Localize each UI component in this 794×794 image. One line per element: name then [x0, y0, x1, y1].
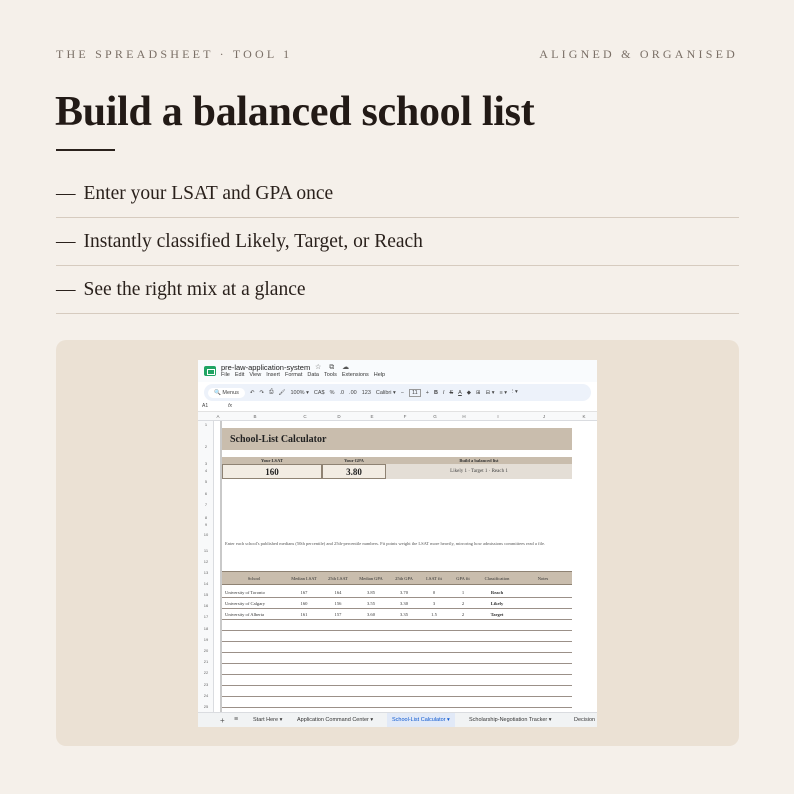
row-header[interactable]: 1	[204, 422, 208, 427]
dash-icon: —	[56, 182, 76, 204]
table-row[interactable]	[222, 598, 572, 609]
lsat-label: Your LSAT	[222, 457, 322, 464]
increase-decimal-button[interactable]: .00	[349, 389, 357, 396]
tab-school-list-calculator[interactable]: School-List Calculator ▾	[387, 713, 455, 727]
number-format-button[interactable]: 123	[361, 389, 371, 396]
empty-row[interactable]	[222, 664, 572, 675]
title-divider	[56, 149, 115, 151]
row-header[interactable]: 12	[203, 559, 209, 564]
lsat-input[interactable]: 160	[222, 464, 322, 479]
row-header[interactable]: 16	[203, 603, 209, 608]
tab-decision[interactable]: Decision	[574, 717, 596, 723]
toolbar	[204, 384, 591, 401]
print-icon[interactable]: ⎙	[269, 389, 274, 395]
row-header[interactable]: 18	[203, 626, 209, 631]
dash-icon: —	[56, 278, 76, 300]
font-size-increase[interactable]: +	[425, 389, 429, 396]
decrease-decimal-button[interactable]: .0	[339, 389, 345, 396]
col-header[interactable]: E	[370, 414, 374, 419]
empty-row[interactable]	[222, 675, 572, 686]
font-size-input[interactable]: 11	[409, 389, 421, 397]
row-header[interactable]: 2	[204, 444, 208, 449]
25th-gpa[interactable]: 3.30	[399, 601, 409, 606]
header-median-lsat: Median LSAT	[291, 576, 317, 581]
benefit-text: Enter your LSAT and GPA once	[83, 182, 334, 204]
sheets-logo-icon[interactable]	[204, 366, 216, 376]
zoom-select[interactable]: 100% ▾	[290, 389, 309, 396]
col-header[interactable]: D	[337, 414, 341, 419]
font-select[interactable]: Calibri ▾	[375, 389, 396, 396]
row-header[interactable]: 20	[203, 648, 209, 653]
benefit-item	[56, 170, 739, 218]
median-lsat[interactable]: 167	[300, 590, 308, 595]
benefit-text: Instantly classified Likely, Target, or Reach	[83, 230, 423, 252]
median-gpa[interactable]: 3.55	[366, 601, 376, 606]
school-name[interactable]: University of Toronto	[225, 590, 265, 595]
table-row[interactable]	[222, 587, 572, 598]
fx-icon: fx	[228, 403, 233, 409]
empty-row[interactable]	[222, 631, 572, 642]
instructions-text: Enter each school's published medians (50th percentile) and 25th-percentile numbers. Fit points weight the LSAT more heavily, mirroring how admissions committees read a file.	[225, 541, 546, 546]
vertical-align-icon[interactable]: ⫶ ▾	[512, 389, 518, 395]
classification[interactable]: Target	[490, 612, 504, 617]
row-header[interactable]: 22	[203, 670, 209, 675]
benefit-item	[56, 218, 739, 266]
page-title: Build a balanced school list	[55, 89, 535, 135]
horizontal-align-icon[interactable]: ≡ ▾	[499, 389, 508, 396]
25th-lsat[interactable]: 164	[334, 590, 342, 595]
school-name[interactable]: University of Alberta	[225, 612, 265, 617]
empty-row[interactable]	[222, 642, 572, 653]
tab-start-here[interactable]: Start Here ▾	[253, 717, 283, 723]
25th-gpa[interactable]: 3.35	[399, 612, 409, 617]
menu-extensions[interactable]: Extensions	[341, 372, 369, 378]
25th-lsat[interactable]: 157	[334, 612, 342, 617]
benefit-item	[56, 266, 739, 314]
menu-insert[interactable]: Insert	[266, 372, 280, 378]
merge-cells-icon[interactable]: ⊟ ▾	[485, 389, 495, 396]
median-gpa[interactable]: 3.60	[366, 612, 376, 617]
empty-row[interactable]	[222, 697, 572, 708]
sheet-grid[interactable]	[198, 412, 597, 712]
row-headers	[198, 421, 214, 712]
col-header[interactable]: A	[216, 414, 220, 419]
col-header[interactable]: B	[253, 414, 257, 419]
median-lsat[interactable]: 161	[300, 612, 308, 617]
row-header[interactable]: 23	[203, 682, 209, 687]
eyebrow-right: ALIGNED & ORGANISED	[539, 47, 738, 61]
row-header[interactable]: 24	[203, 693, 209, 698]
menu-view[interactable]: View	[249, 372, 262, 378]
bold-button[interactable]: B	[433, 389, 438, 396]
paint-format-icon[interactable]: 🖌	[278, 389, 286, 396]
eyebrow-left: THE SPREADSHEET · TOOL 1	[56, 47, 293, 61]
col-header[interactable]: K	[582, 414, 586, 419]
school-table-header	[222, 571, 572, 585]
col-header[interactable]: I	[497, 414, 499, 419]
row-header[interactable]: 5	[204, 479, 208, 484]
row-header[interactable]: 19	[203, 637, 209, 642]
gpa-label: Your GPA	[322, 457, 386, 464]
star-move-cloud-icon[interactable]: ☆ ⧉ ☁	[315, 364, 353, 371]
spreadsheet-screenshot	[198, 360, 597, 727]
row-header[interactable]: 15	[203, 592, 209, 597]
col-header[interactable]: F	[403, 414, 407, 419]
undo-icon[interactable]: ↶	[249, 389, 255, 396]
currency-button[interactable]: CA$	[313, 389, 325, 396]
col-header[interactable]: G	[433, 414, 437, 419]
sheets-header	[198, 360, 597, 382]
row-header[interactable]: 3	[204, 461, 208, 466]
median-gpa[interactable]: 3.85	[366, 590, 376, 595]
row-header[interactable]: 14	[203, 581, 209, 586]
all-sheets-icon[interactable]: ≡	[234, 716, 239, 723]
row-header[interactable]: 25	[203, 704, 209, 709]
header-25th-lsat: 25th LSAT	[328, 576, 348, 581]
empty-row[interactable]	[222, 620, 572, 631]
25th-lsat[interactable]: 156	[334, 601, 342, 606]
row-header[interactable]: 7	[204, 502, 208, 507]
row-header[interactable]: 6	[204, 491, 208, 496]
row-header[interactable]: 11	[203, 548, 209, 553]
col-header[interactable]: H	[462, 414, 466, 419]
redo-icon[interactable]: ↷	[259, 389, 265, 396]
sheet-title: School-List Calculator	[230, 434, 327, 445]
benefit-text: See the right mix at a glance	[83, 278, 306, 300]
percent-button[interactable]: %	[329, 389, 335, 396]
lsat-fit[interactable]: 3	[432, 601, 436, 606]
name-box[interactable]: A1	[202, 403, 209, 409]
tab-scholarship-negotiation-tracker[interactable]: Scholarship-Negotiation Tracker ▾	[469, 717, 552, 723]
empty-row[interactable]	[222, 653, 572, 664]
gpa-fit[interactable]: 2	[461, 601, 465, 606]
document-title[interactable]: pre-law-application-system	[221, 363, 311, 372]
menu-help[interactable]: Help	[373, 372, 386, 378]
formula-bar	[198, 401, 597, 412]
text-color-button[interactable]: A	[458, 389, 462, 396]
header-gpa-fit: GPA fit	[456, 576, 470, 581]
gpa-fit[interactable]: 2	[461, 612, 465, 617]
row-header[interactable]: 4	[204, 468, 208, 473]
italic-button[interactable]: I	[442, 389, 445, 396]
menu-file[interactable]: File	[221, 372, 230, 378]
gpa-input[interactable]: 3.80	[322, 464, 386, 479]
lsat-fit[interactable]: 0	[432, 590, 436, 595]
tab-application-command-center[interactable]: Application Command Center ▾	[297, 717, 374, 723]
header-lsat-fit: LSAT fit	[426, 576, 442, 581]
25th-gpa[interactable]: 3.70	[399, 590, 409, 595]
row-header[interactable]: 13	[203, 570, 209, 575]
row-header[interactable]: 21	[203, 659, 209, 664]
header-notes: Notes	[537, 576, 549, 581]
row-header[interactable]: 9	[204, 522, 208, 527]
borders-icon[interactable]: ⊞	[476, 389, 481, 396]
dash-icon: —	[56, 230, 76, 252]
menu-data[interactable]: Data	[307, 372, 319, 378]
lsat-fit[interactable]: 1.5	[431, 612, 437, 617]
menu-edit[interactable]: Edit	[234, 372, 245, 378]
school-name[interactable]: University of Calgary	[225, 601, 266, 606]
add-sheet-icon[interactable]: +	[220, 716, 225, 725]
empty-row[interactable]	[222, 686, 572, 697]
benefit-list	[56, 170, 739, 314]
fill-color-icon[interactable]: ◆	[466, 389, 472, 396]
col-header[interactable]: J	[542, 414, 546, 419]
header-classification: Classification	[484, 576, 510, 581]
sheet-tabs-bar	[198, 712, 597, 727]
balance-label: Build a balanced list	[386, 457, 572, 464]
median-lsat[interactable]: 160	[300, 601, 308, 606]
menu-tools[interactable]: Tools	[324, 372, 337, 378]
row-header[interactable]: 10	[203, 532, 209, 537]
menu-format[interactable]: Format	[284, 372, 303, 378]
strikethrough-button[interactable]: S	[449, 389, 454, 396]
row-header[interactable]: 17	[203, 614, 209, 619]
header-school: School	[247, 576, 261, 581]
col-header[interactable]: C	[303, 414, 307, 419]
column-headers	[198, 412, 597, 421]
row-header[interactable]: 8	[204, 515, 208, 520]
search-menus-button[interactable]: 🔍 Menus	[208, 388, 245, 398]
balance-summary: Likely 1 · Target 1 · Reach 1	[386, 464, 572, 479]
header-25th-gpa: 25th GPA	[395, 576, 413, 581]
gpa-fit[interactable]: 1	[461, 590, 465, 595]
header-median-gpa: Median GPA	[359, 576, 383, 581]
menu-bar	[221, 372, 385, 378]
table-row[interactable]	[222, 609, 572, 620]
classification[interactable]: Likely	[490, 601, 504, 606]
font-size-decrease[interactable]: −	[400, 389, 404, 396]
classification[interactable]: Reach	[490, 590, 504, 595]
